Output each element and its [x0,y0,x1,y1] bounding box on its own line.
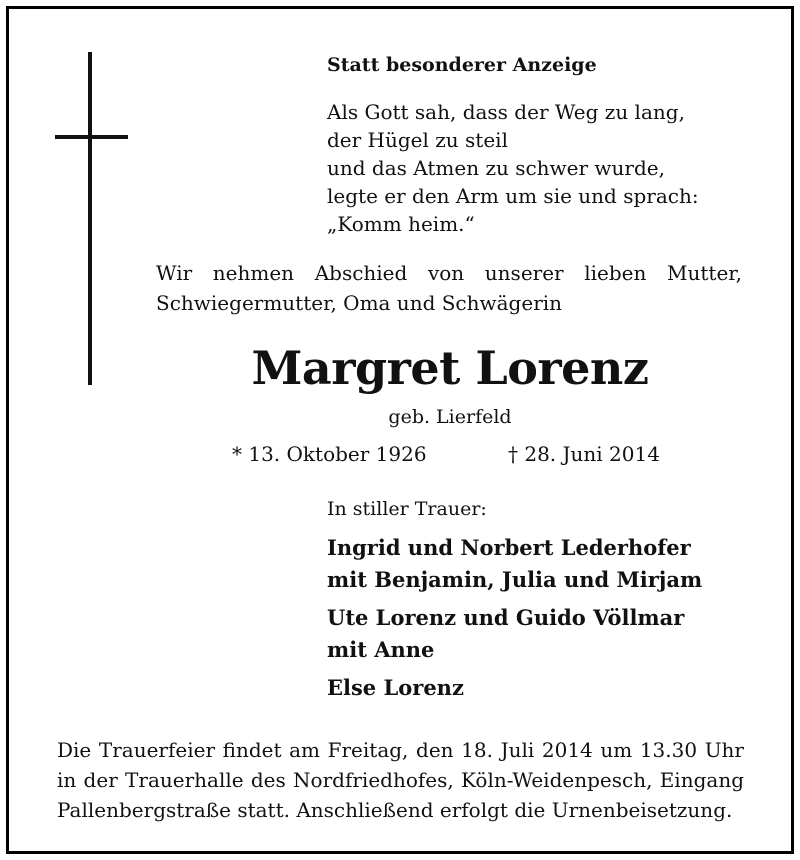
funeral-line: Pallenbergstraße statt. Anschließend erfolgt die Urnenbeisetzung. [57,798,733,822]
maiden-name: geb. Lierfeld [388,406,512,428]
poem-line: Als Gott sah, dass der Weg zu lang, [327,100,685,124]
intro-line: Schwiegermutter, Oma und Schwägerin [156,291,563,315]
poem-line: der Hügel zu steil [327,128,508,152]
notice-heading: Statt besonderer Anzeige [327,54,597,76]
cross-horizontal-bar [55,135,128,139]
funeral-details [57,735,744,825]
birth-date: * 13. Oktober 1926 [232,442,427,466]
mourner-group [327,532,767,596]
mourner-group [327,602,767,666]
cross-vertical-bar [88,52,92,385]
mourner-line: Else Lorenz [327,675,464,700]
poem-line: und das Atmen zu schwer wurde, [327,156,665,180]
mourner-group [327,672,767,704]
death-date: † 28. Juni 2014 [508,442,660,466]
poem [327,98,747,238]
intro-line: Wir nehmen Abschied von unserer lieben Mutter, [156,261,742,285]
farewell-intro [156,258,742,318]
mourning-label: In stiller Trauer: [327,498,487,520]
deceased-name: Margret Lorenz [251,341,649,395]
poem-line: „Komm heim.“ [327,212,475,236]
mourner-line: mit Anne [327,637,435,662]
funeral-line: in der Trauerhalle des Nordfriedhofes, Köln-Weidenpesch, Eingang [57,768,744,792]
poem-line: legte er den Arm um sie und sprach: [327,184,699,208]
mourners-list [327,532,767,710]
mourner-line: mit Benjamin, Julia und Mirjam [327,567,703,592]
funeral-line: Die Trauerfeier findet am Freitag, den 18. Juli 2014 um 13.30 Uhr [57,738,744,762]
mourner-line: Ute Lorenz und Guido Völlmar [327,605,685,630]
mourner-line: Ingrid und Norbert Lederhofer [327,535,691,560]
